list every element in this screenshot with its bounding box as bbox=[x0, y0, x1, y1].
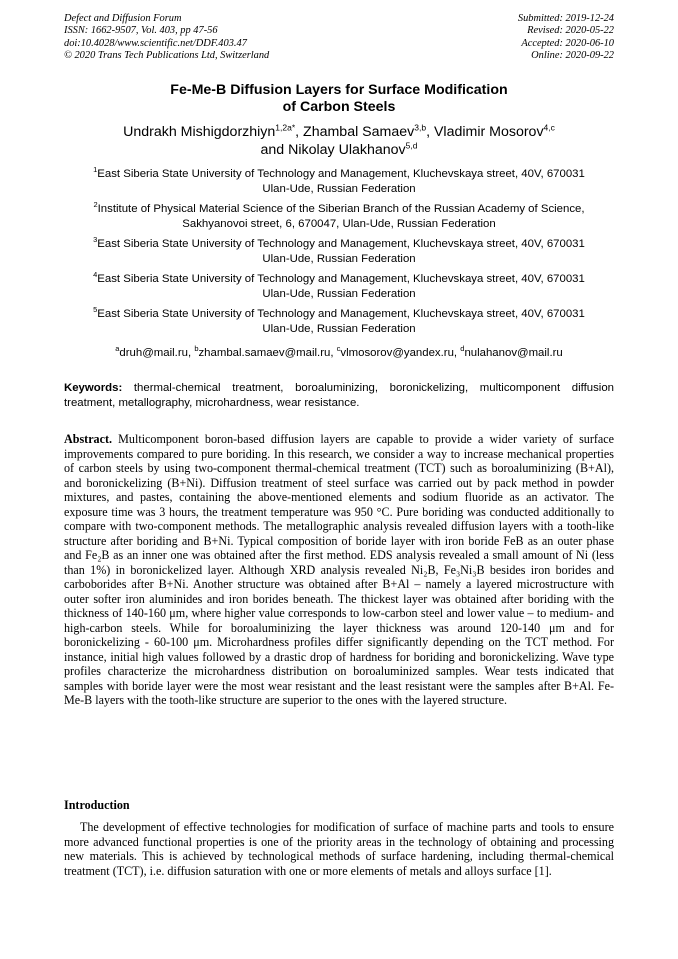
affiliation-line: East Siberia State University of Technology and Management, Kluchevskaya street, 40V, 670031 bbox=[97, 168, 585, 180]
introduction-heading: Introduction bbox=[64, 798, 130, 812]
abstract-label: Abstract. bbox=[64, 432, 113, 446]
email-link[interactable]: vlmosorov@yandex.ru bbox=[340, 347, 454, 359]
affiliation-line: Ulan-Ude, Russian Federation bbox=[262, 288, 416, 300]
submitted-date: Submitted: 2019-12-24 bbox=[517, 13, 614, 24]
email-marker: c bbox=[336, 344, 341, 354]
author-affiliation-marker: 1,2a* bbox=[275, 122, 296, 133]
affiliation bbox=[64, 307, 614, 337]
affiliation-number: 4 bbox=[93, 270, 98, 280]
title-line-2: of Carbon Steels bbox=[282, 99, 396, 115]
affiliation-line: Ulan-Ude, Russian Federation bbox=[262, 253, 416, 265]
keywords-section bbox=[64, 381, 614, 411]
copyright-line: © 2020 Trans Tech Publications Ltd, Switzerland bbox=[64, 49, 270, 61]
affiliation bbox=[64, 202, 614, 232]
affiliation-list bbox=[64, 167, 614, 342]
affiliation-line: Sakhyanovoi street, 6, 670047, Ulan-Ude, Russian Federation bbox=[182, 218, 496, 230]
online-date: Online: 2020-09-22 bbox=[531, 49, 614, 61]
affiliation-number: 1 bbox=[93, 165, 98, 175]
author-name: Zhambal Samaev bbox=[303, 124, 415, 140]
doi-line[interactable]: doi:10.4028/www.scientific.net/DDF.403.47 bbox=[64, 37, 247, 49]
affiliation-line: East Siberia State University of Technology and Management, Kluchevskaya street, 40V, 670031 bbox=[97, 308, 585, 320]
email-list: $^a$druh@mail.ru, $^b$zhambal.samaev@mail.ru, $^c$vlmosorov@yandex.ru, $^d$nulahanov@mail.ru bbox=[115, 344, 563, 359]
abstract-section bbox=[64, 432, 614, 708]
author-affiliation-marker: 4,c bbox=[543, 122, 555, 133]
author-list bbox=[64, 123, 614, 159]
abstract-text: Multicomponent boron-based diffusion layers are capable to provide a wider variety of surface improvements compared to pure boriding. In this research, we consider a way to increase mechanical properties of carbon steels by using two-component thermal-chemical treatment (TCT) such as boroaluminizing (B+Al), and boronickelizing (B+Ni). Diffusion treatment of steel surface was carried out by pack method in powder mixtures, and pastes, containing the above-mentioned elements and sodium fluoride as an activator. The exposure time was 3 hours, the treatment temperature was 950 °C. Pure boriding was conducted additionally to compare with two-component methods. The metallographic analysis revealed diffusion layers with a tooth-like structure after boriding and B+Ni. Typical composition of boride layer with iron boride FeB as an outer phase and Fe₂B as an inner one was obtained after the first method. EDS analysis revealed a small amount of Ni (less than 1%) in boronickelized layer. Although XRD analysis revealed Ni₂B, Fe₃Ni₃B besides iron borides and carboborides after B+Ni. Another structure was obtained after B+Al – namely a layered microstructure with outer softer iron aluminides and iron borides beneath. The thickest layer was obtained after boriding with the thickness of 140-160 μm, where higher value corresponds to low-carbon steel and lower value – to medium- and high-carbon steels. While for boroaluminizing the layer thickness was around 120-140 μm and for boronickelizing - 60-100 μm. Microhardness profiles differ significantly depending on the TCT method. For instance, initial high values followed by a drastic drop of hardness for boriding and boronickelizing. Wave type profiles characterize the microhardness distribution on boroaluminized samples. Wear tests indicated that samples with boride layer were the most wear resistant and the least resistant were the samples after B+Al. Fe-Me-B layers with the tooth-like structure are superior to the ones with the layered structure. bbox=[64, 432, 614, 707]
affiliation-number: 5 bbox=[93, 305, 98, 315]
revised-date: Revised: 2020-05-22 bbox=[527, 25, 614, 37]
issn-line: ISSN: 1662-9507, Vol. 403, pp 47-56 bbox=[64, 25, 218, 37]
submission-dates bbox=[518, 13, 614, 62]
author-name: Vladimir Mosorov bbox=[433, 124, 544, 140]
affiliation-line: East Siberia State University of Technology and Management, Kluchevskaya street, 40V, 670031 bbox=[97, 273, 585, 285]
accepted-date: Accepted: 2020-06-10 bbox=[521, 37, 614, 49]
email-marker: b bbox=[194, 344, 199, 354]
author-name: and Nikolay Ulakhanov bbox=[260, 142, 406, 158]
keywords-text: thermal-chemical treatment, boroaluminizing, boronickelizing, multicomponent diffusion treatment, metallography, microhardness, wear resistance. bbox=[64, 382, 615, 409]
affiliation-line: Ulan-Ude, Russian Federation bbox=[262, 183, 416, 195]
email-link[interactable]: nulahanov@mail.ru bbox=[464, 347, 563, 359]
author-affiliation-marker: 5,d bbox=[405, 140, 418, 151]
affiliation-line: Institute of Physical Material Science of the Siberian Branch of the Russian Academy of Science, bbox=[97, 203, 585, 215]
author-separator: , bbox=[295, 124, 304, 140]
title-line-1: Fe-Me-B Diffusion Layers for Surface Modification bbox=[170, 82, 508, 98]
affiliation-number: 2 bbox=[93, 200, 98, 210]
author-affiliation-marker: 3,b bbox=[414, 122, 427, 133]
email-marker: d bbox=[460, 344, 465, 354]
affiliation bbox=[64, 272, 614, 302]
email-link[interactable]: druh@mail.ru bbox=[119, 347, 188, 359]
email-marker: a bbox=[115, 344, 120, 354]
journal-name: Defect and Diffusion Forum bbox=[64, 13, 182, 24]
affiliation-number: 3 bbox=[93, 235, 98, 245]
affiliation-line: Ulan-Ude, Russian Federation bbox=[262, 323, 416, 335]
affiliation bbox=[64, 237, 614, 267]
affiliation bbox=[64, 167, 614, 197]
author-separator: , bbox=[426, 124, 434, 140]
email-link[interactable]: zhambal.samaev@mail.ru bbox=[198, 347, 331, 359]
author-line-2 bbox=[64, 141, 614, 159]
introduction-paragraph: The development of effective technologies for modification of surface of machine parts and tools to ensure more advanced functional properties is one of the priority areas in the technology of obtaining and processing new materials. This is achieved by technological methods of surface hardening, including thermal-chemical treatment (TCT), i.e. diffusion saturation with one or more elements of metals and alloys surface [1]. bbox=[64, 820, 614, 878]
journal-info bbox=[64, 13, 269, 62]
affiliation-line: East Siberia State University of Technology and Management, Kluchevskaya street, 40V, 670031 bbox=[97, 238, 585, 250]
author-line-1 bbox=[64, 123, 614, 141]
author-name: Undrakh Mishigdorzhiyn bbox=[123, 124, 276, 140]
paper-title bbox=[64, 82, 614, 116]
keywords-label: Keywords: bbox=[64, 382, 123, 394]
